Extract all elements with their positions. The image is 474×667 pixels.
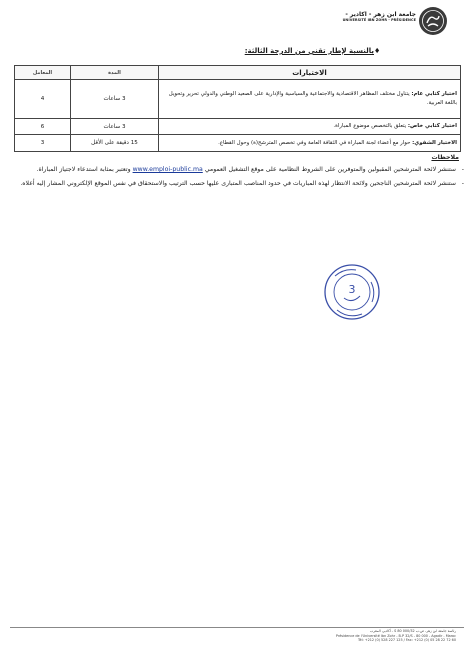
- table-header-row: [15, 66, 461, 80]
- university-header: [336, 12, 416, 23]
- official-stamp-icon: [322, 262, 382, 322]
- duration-cell: 3 ساعات: [71, 119, 159, 135]
- table-row: [15, 135, 461, 152]
- header-duration: المدة: [71, 66, 159, 80]
- footer-divider: [10, 627, 464, 628]
- section-title: بالنسبة لإطار تقني من الدرجة الثالثة:: [244, 47, 374, 55]
- note-text: ستنشر لائحة المترشحين المقبولين والمتوفرين على الشروط النظامية على موقع التشغيل العمومي: [204, 166, 456, 173]
- coefficient-cell: 3: [15, 135, 71, 152]
- table-row: [15, 119, 461, 135]
- exam-description: حوار مع أعضاء لجنة المباراة في الثقافة العامة وفي تخصص المترشح(ة) وحول القطاع.: [218, 139, 411, 146]
- university-logo-icon: [418, 6, 448, 36]
- exams-table: [14, 65, 461, 152]
- duration-cell: 3 ساعات: [71, 80, 159, 119]
- header-coefficient: المعامل: [15, 66, 71, 80]
- exam-description: يتعلق بالتخصص موضوع المباراة.: [333, 123, 407, 130]
- exam-cell: [159, 119, 461, 135]
- note-text-continued: وتعتبر بمثابة استدعاء لاجتياز المباراة.: [36, 166, 131, 173]
- footer-address-ar: رئاسة جامعة ابن زهر، ص.ب 32/S 80 000 - أكادير، المغرب: [370, 629, 456, 633]
- coefficient-cell: 4: [15, 80, 71, 119]
- footer-address-fr: Présidence de l'Université Ibn Zohr - B.P 32/S - 80 000 - Agadir - Maroc: [335, 633, 456, 638]
- note-text: ستنشر لائحة المترشحين الناجحين ولائحة الانتظار لهذه المباريات في حدود المناصب المتبارى عليها حسب الترتيب والاستحقاق في نفس الموقع الإلكتروني المشار إليه أعلاه.: [20, 179, 456, 187]
- diamond-bullet-icon: ♦: [374, 47, 381, 55]
- university-name-fr: UNIVERSITÉ IBN ZOHR - PRÉSIDENCE: [342, 17, 416, 22]
- exam-label: اختبار كتابي خاص:: [407, 123, 457, 130]
- table-row: [15, 80, 461, 119]
- exam-cell: [159, 80, 461, 119]
- note-item: [14, 178, 464, 190]
- footer: [14, 629, 456, 643]
- note-item: [14, 164, 464, 176]
- exam-description: يتناول مختلف المظاهر الاقتصادية والاجتماعية والسياسية والإدارية على الصعيد الوطني والدولي تحرير وتحويل باللغة العربية.: [168, 91, 457, 106]
- footer-contact: Tél: +212 (0) 528 227 125 / Fax: +212 (0) 05 28 22 72 60: [358, 638, 456, 643]
- exam-cell: [159, 135, 461, 152]
- duration-cell: 15 دقيقة على الأقل: [71, 135, 159, 152]
- coefficient-cell: 6: [15, 119, 71, 135]
- notes-list: [14, 164, 464, 192]
- header-exams: الاختبارات: [159, 66, 461, 80]
- university-name-ar: جامعة ابن زهر - اكادير -: [345, 11, 416, 18]
- notes-title: ملاحظات: [431, 154, 459, 161]
- emploi-public-link[interactable]: www.emploi-public.ma: [132, 166, 203, 173]
- stamp-number: 3: [348, 283, 356, 296]
- exam-label: الاختبار الشفوي:: [412, 139, 457, 146]
- exam-label: اختبار كتابي عام:: [411, 91, 457, 98]
